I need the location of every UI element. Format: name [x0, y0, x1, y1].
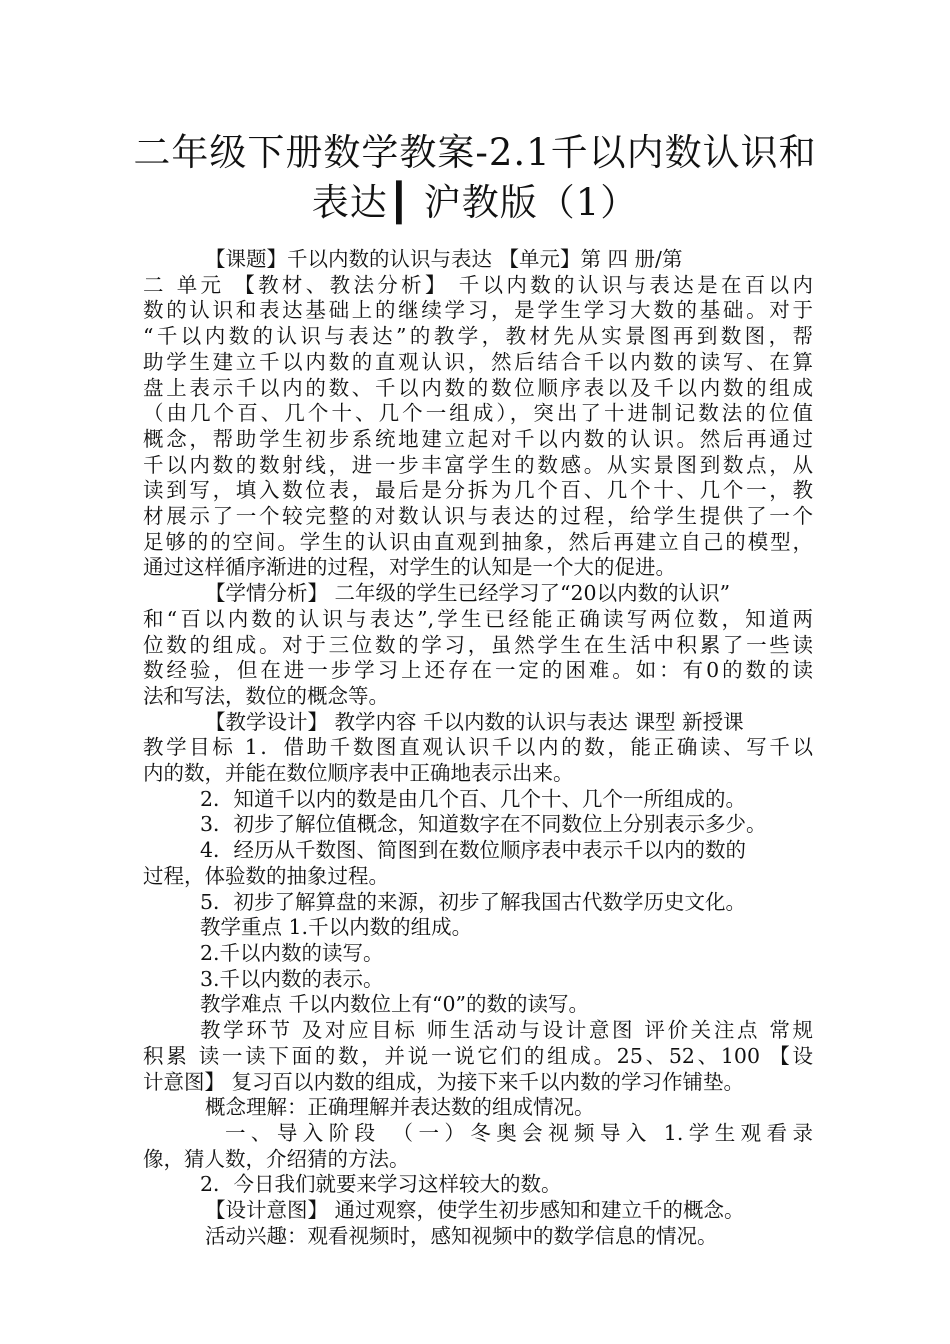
body-line: 通过这样循序渐进的过程，对学生的认知是一个大的促进。	[143, 555, 676, 580]
body-line: （由几个百、几个十、几个一组成），突出了十进制记数法的位值	[143, 401, 813, 426]
body-line: 2．今日我们就要来学习这样较大的数。	[200, 1172, 562, 1197]
body-line: 计意图】 复习百以内数的组成，为接下来千以内数的学习作铺垫。	[143, 1069, 745, 1094]
body-line: 积累 读一读下面的数，并说一说它们的组成。25、52、100 【设	[143, 1043, 813, 1068]
body-line: 过程，体验数的抽象过程。	[143, 863, 389, 888]
body-line: 读到写，填入数位表，最后是分拆为几个百、几个十、几个一，教	[143, 478, 813, 503]
body-line: 【课题】千以内数的认识与表达 【单元】第 四 册/第	[205, 247, 683, 271]
body-line: 和“百以内数的认识与表达”,学生已经能正确读写两位数，知道两	[143, 606, 813, 631]
body-line: 像，猜人数，介绍猜的方法。	[143, 1146, 410, 1171]
body-line: 内的数，并能在数位顺序表中正确地表示出来。	[143, 761, 574, 786]
body-line: 数的认识和表达基础上的继续学习，是学生学习大数的基础。对于	[143, 298, 813, 323]
body-line: 概念理解：正确理解并表达数的组成情况。	[205, 1095, 595, 1120]
body-line: 教学难点 千以内数位上有“0”的数的读写。	[200, 992, 590, 1017]
body-line: 一、导入阶段 （一）冬奥会视频导入 1.学生观看录	[225, 1120, 813, 1145]
document-body	[143, 247, 813, 1249]
body-line: 二 单元 【教材、教法分析】 千以内数的认识与表达是在百以内	[143, 272, 813, 297]
body-line: 法和写法，数位的概念等。	[143, 683, 389, 708]
body-line: 【学情分析】 二年级的学生已经学习了“20以内数的认识”	[205, 581, 731, 606]
body-line: 位数的组成。对于三位数的学习，虽然学生在生活中积累了一些读	[143, 632, 813, 657]
body-line: 2.千以内数的读写。	[200, 940, 384, 965]
body-line: 2．知道千以内的数是由几个百、几个十、几个一所组成的。	[200, 786, 747, 811]
body-line: 4．经历从千数图、简图到在数位顺序表中表示千以内的数的	[200, 838, 747, 863]
body-line: 助学生建立千以内数的直观认识，然后结合千以内数的读写、在算	[143, 349, 813, 374]
body-line: “千以内数的认识与表达”的教学，教材先从实景图再到数图，帮	[143, 324, 813, 349]
body-line: 3．初步了解位值概念，知道数字在不同数位上分别表示多少。	[200, 812, 767, 837]
body-line: 3.千以内数的表示。	[200, 966, 384, 991]
body-line: 数经验，但在进一步学习上还存在一定的困难。如：有0的数的读	[143, 658, 813, 683]
body-line: 教学重点 1.千以内数的组成。	[200, 915, 473, 940]
body-line: 【设计意图】 通过观察，使学生初步感知和建立千的概念。	[205, 1198, 745, 1223]
document-title-line2: 表达┃ 沪教版（1）	[311, 181, 639, 224]
body-line: 活动兴趣：观看视频时，感知视频中的数学信息的情况。	[205, 1223, 718, 1248]
body-line: 5．初步了解算盘的来源，初步了解我国古代数学历史文化。	[200, 889, 747, 914]
body-line: 足够的的空间。学生的认识由直观到抽象，然后再建立自己的模型，	[143, 529, 813, 554]
body-line: 教学目标 1．借助千数图直观认识千以内的数，能正确读、写千以	[143, 735, 813, 760]
body-line: 盘上表示千以内的数、千以内数的数位顺序表以及千以内数的组成	[143, 375, 813, 400]
body-line: 【教学设计】 教学内容 千以内数的认识与表达 课型 新授课	[205, 709, 744, 734]
body-line: 教学环节 及对应目标 师生活动与设计意图 评价关注点 常规	[200, 1018, 813, 1043]
document-title-line1: 二年级下册数学教案-2.1千以内数认识和	[133, 131, 817, 174]
body-line: 千以内数的数射线，进一步丰富学生的数感。从实景图到数点，从	[143, 452, 813, 477]
body-line: 材展示了一个较完整的对数认识与表达的过程，给学生提供了一个	[143, 504, 813, 529]
body-line: 概念，帮助学生初步系统地建立起对千以内数的认识。然后再通过	[143, 426, 813, 451]
